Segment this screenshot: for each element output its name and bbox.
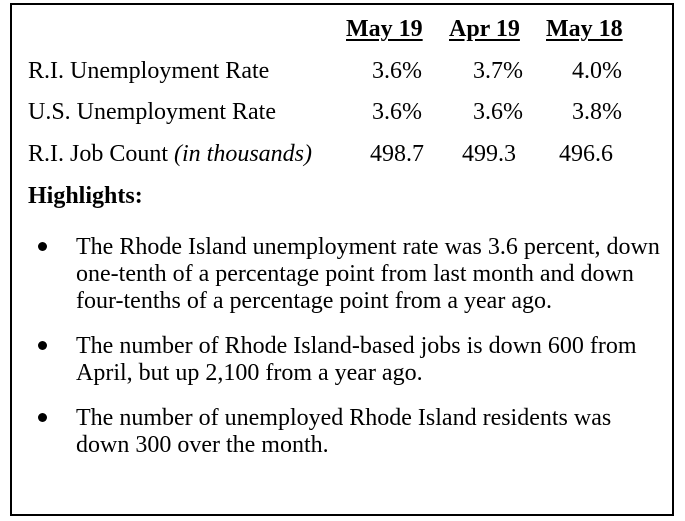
row-label-ri-job-count: R.I. Job Count (in thousands)	[28, 141, 313, 167]
row-label-ri-unemployment: R.I. Unemployment Rate	[28, 58, 270, 84]
bullet-icon	[38, 341, 47, 350]
highlight-item	[28, 333, 663, 387]
highlights-heading: Highlights:	[28, 183, 143, 209]
column-header-may-19: May 19	[346, 16, 423, 42]
column-header-apr-19: Apr 19	[449, 16, 520, 42]
value-ri-unemployment-may-19: 3.6%	[372, 58, 422, 84]
value-ri-unemployment-may-18: 4.0%	[572, 58, 622, 84]
bullet-icon	[38, 413, 47, 422]
row-label-us-unemployment: U.S. Unemployment Rate	[28, 99, 276, 125]
value-ri-job-count-may-19: 498.7	[370, 141, 424, 167]
bullet-icon	[38, 242, 47, 251]
value-us-unemployment-apr-19: 3.6%	[473, 99, 523, 125]
value-us-unemployment-may-19: 3.6%	[372, 99, 422, 125]
highlights-list	[28, 234, 663, 459]
value-ri-job-count-apr-19: 499.3	[462, 141, 516, 167]
highlight-text: The number of unemployed Rhode Island residents was down 300 over the month.	[76, 405, 612, 458]
value-us-unemployment-may-18: 3.8%	[572, 99, 622, 125]
highlight-text: The Rhode Island unemployment rate was 3.6 percent, down one-tenth of a percentage point from last month and down four-tenths of a percentage point from a year ago.	[76, 234, 660, 314]
highlight-item	[28, 234, 663, 315]
highlight-item	[28, 405, 663, 459]
value-ri-unemployment-apr-19: 3.7%	[473, 58, 523, 84]
value-ri-job-count-may-18: 496.6	[559, 141, 613, 167]
highlight-text: The number of Rhode Island-based jobs is down 600 from April, but up 2,100 from a year ago.	[76, 333, 637, 386]
column-header-may-18: May 18	[546, 16, 623, 42]
